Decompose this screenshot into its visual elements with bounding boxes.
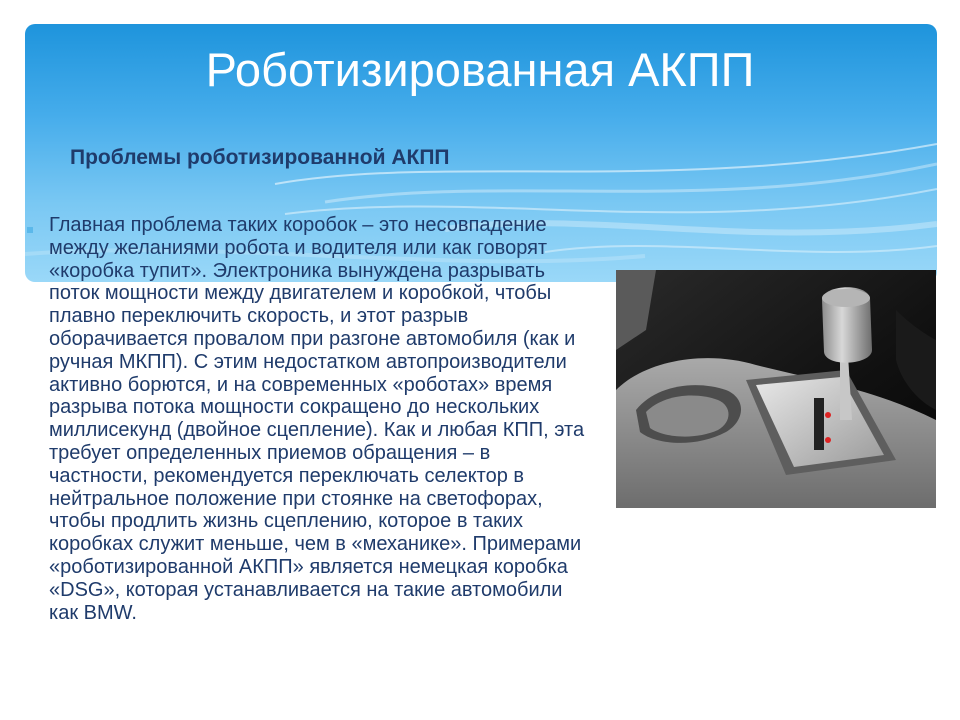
gear-shifter-photo [616, 270, 936, 508]
bullet-marker [27, 227, 33, 233]
slide-subtitle: Проблемы роботизированной АКПП [70, 146, 450, 169]
body-paragraph: Главная проблема таких коробок – это несовпадение между желаниями робота и водителя или как говорят «коробка тупит». Электроника вынуждена разрывать поток мощности между двигателем и коробкой, чтобы плавно переключить скорость, и этот разрыв оборачивается провалом при разгоне автомобиля (как и ручная МКПП). С этим недостатком автопроизводители активно борются, и на современных «роботах» время разрыва потока мощности сокращено до нескольких миллисекунд (двойное сцепление). Как и любая КПП, эта требует определенных приемов обращения – в частности, рекомендуется переключать селектор в нейтральное положение при стоянке на светофорах, чтобы продлить жизнь сцеплению, которое в таких коробках служит меньше, чем в «механике». Примерами «роботизированной АКПП» является немецкая коробка «DSG», которая устанавливается на такие автомобили как BMW. [49, 214, 585, 624]
slide-title: Роботизированная АКПП [205, 43, 755, 96]
